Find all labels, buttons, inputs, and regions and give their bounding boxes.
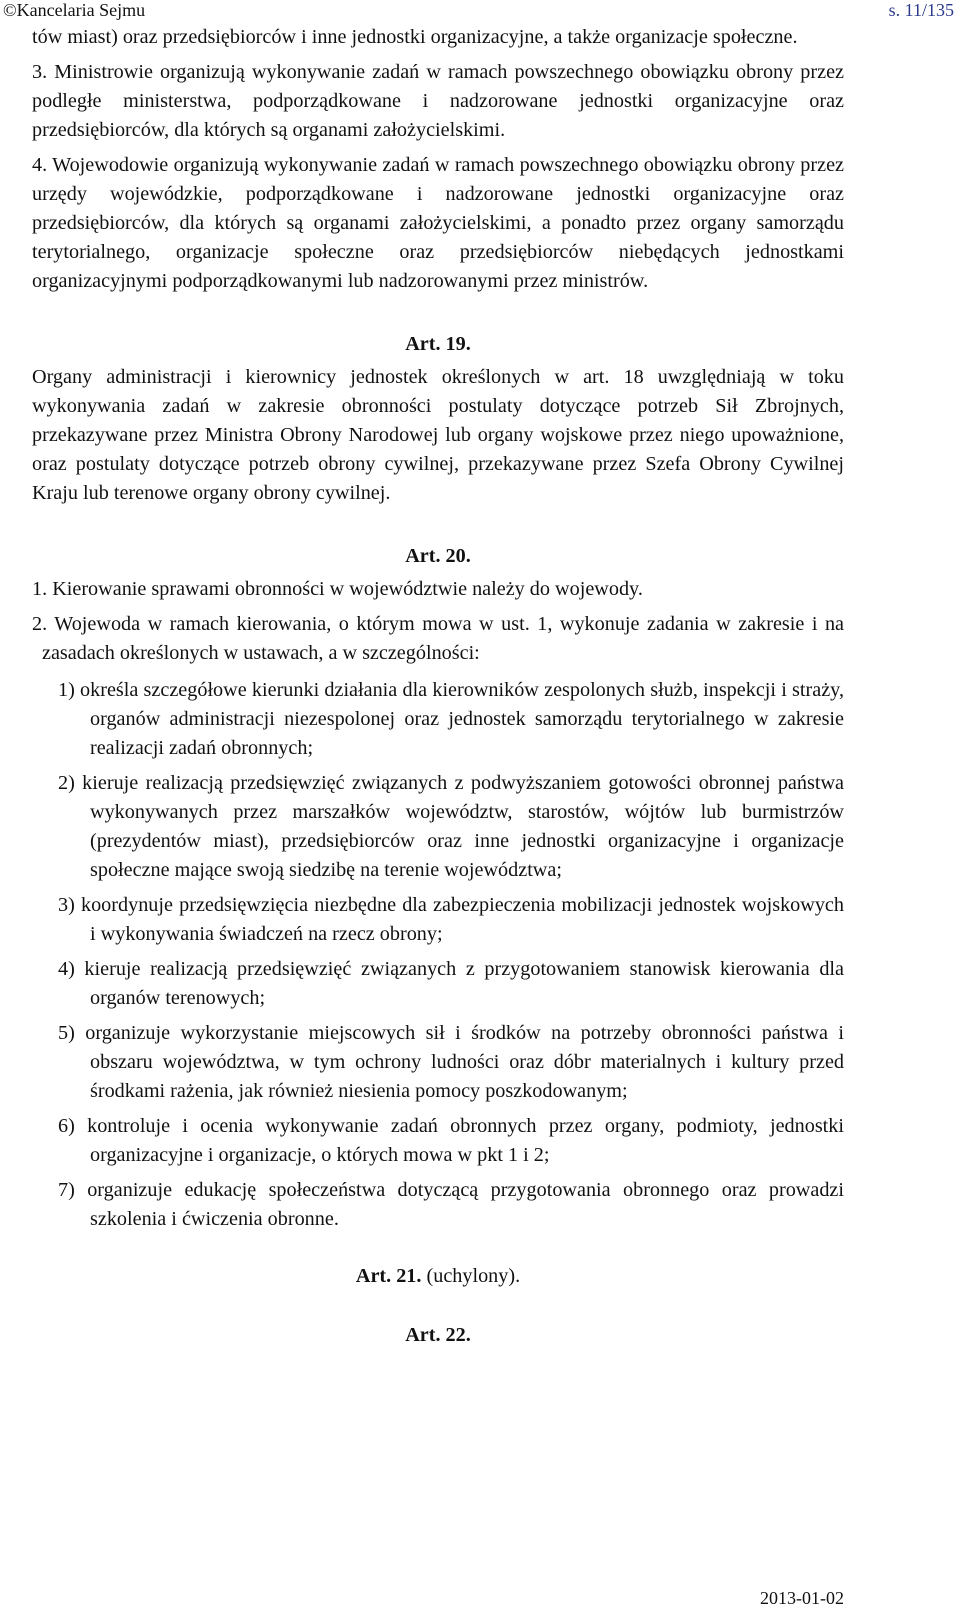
list-item: 4) kieruje realizacją przedsięwzięć związanych z przygotowaniem stanowisk kierowania dla organów terenowych; xyxy=(58,958,844,1009)
list-item: 3) koordynuje przedsięwzięcia niezbędne dla zabezpieczenia mobilizacji jednostek wojskowych i wykonywania świadczeń na rzecz obrony; xyxy=(58,894,844,945)
article19-title: Art. 19. xyxy=(405,333,471,355)
article21-heading xyxy=(32,1262,844,1291)
article21-title: Art. 21. xyxy=(355,1265,422,1287)
article20-ust1: 1. Kierowanie sprawami obronności w województwie należy do wojewody. xyxy=(32,578,643,600)
article22-title: Art. 22. xyxy=(405,1324,471,1346)
article18-ust3: 3. Ministrowie organizują wykonywanie zadań w ramach powszechnego obowiązku obrony przez podległe ministerstwa, podporządkowane i nadzorowane jednostki organizacyjne oraz przedsiębiorców, dla których są organami założycielskimi. xyxy=(32,61,844,141)
header-page-number: s. 11/135 xyxy=(888,0,954,20)
document-body xyxy=(32,23,844,1354)
article20-points-list xyxy=(32,676,844,1234)
article21-repealed-note: (uchylony). xyxy=(426,1265,521,1287)
article20-title: Art. 20. xyxy=(405,545,471,567)
article18-ust4: 4. Wojewodowie organizują wykonywanie zadań w ramach powszechnego obowiązku obrony przez urzędy wojewódzkie, podporządkowane i nadzorowane jednostki organizacyjne oraz przedsiębiorców, dla których są organami założycielskimi, a ponadto przez organy samorządu terytorialnego, organizacje społeczne oraz przedsiębiorców niebędących jednostkami organizacyjnymi podporządkowanymi lub nadzorowanymi przez ministrów. xyxy=(32,154,844,292)
paragraph-continuation: tów miast) oraz przedsiębiorców i inne jednostki organizacyjne, a także organizacje społeczne. xyxy=(32,26,798,48)
list-item: 7) organizuje edukację społeczeństwa dotyczącą przygotowania obronnego oraz prowadzi szkolenia i ćwiczenia obronne. xyxy=(58,1179,844,1230)
list-item: 5) organizuje wykorzystanie miejscowych sił i środków na potrzeby obronności państwa i obszaru województwa, w tym ochrony ludności oraz dóbr materialnych i kultury przed środkami rażenia, jak również niesienia pomocy poszkodowanym; xyxy=(58,1022,844,1102)
list-item: 1) określa szczegółowe kierunki działania dla kierowników zespolonych służb, inspekcji i straży, organów administracji niezespolonej oraz jednostek samorządu terytorialnego w zakresie realizacji zadań obronnych; xyxy=(58,679,844,759)
article20-ust2: 2. Wojewoda w ramach kierowania, o którym mowa w ust. 1, wykonuje zadania w zakresie i na zasadach określonych w ustawach, a w szczególności: xyxy=(32,613,844,664)
list-item: 2) kieruje realizacją przedsięwzięć związanych z podwyższaniem gotowości obronnej państwa wykonywanych przez marszałków województw, starostów, wójtów lub burmistrzów (prezydentów miast), przedsiębiorców oraz inne jednostki organizacyjne i organizacje społeczne mające swoją siedzibę na terenie województwa; xyxy=(58,772,844,881)
article19-text: Organy administracji i kierownicy jednostek określonych w art. 18 uwzględniają w toku wykonywania zadań w zakresie obronności postulaty dotyczące potrzeb Sił Zbrojnych, przekazywane przez Ministra Obrony Narodowej lub organy wojskowe przez niego upoważnione, oraz postulaty dotyczące potrzeb obrony cywilnej, przekazywane przez Szefa Obrony Cywilnej Kraju lub terenowe organy obrony cywilnej. xyxy=(32,366,844,504)
list-item: 6) kontroluje i ocenia wykonywanie zadań obronnych przez organy, podmioty, jednostki organizacyjne i organizacje, o których mowa w pkt 1 i 2; xyxy=(58,1115,844,1166)
footer-date: 2013-01-02 xyxy=(760,1588,844,1608)
header-publisher: ©Kancelaria Sejmu xyxy=(3,0,146,20)
